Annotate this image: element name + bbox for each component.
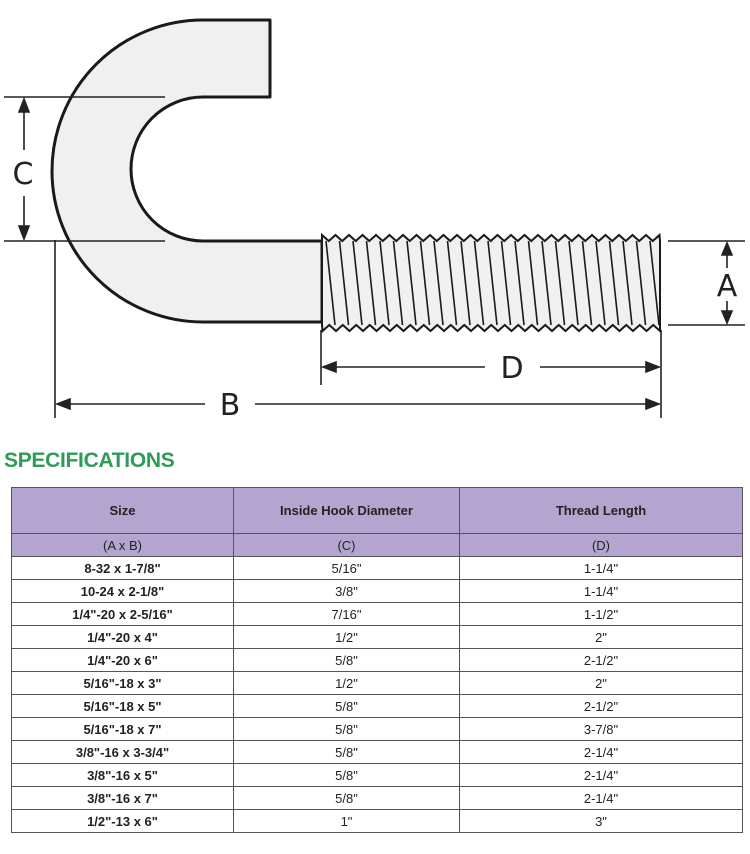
table-row bbox=[12, 649, 743, 672]
table-row bbox=[12, 672, 743, 695]
inside-hook-diameter-cell: 5/8" bbox=[234, 764, 460, 787]
specifications-heading: SPECIFICATIONS bbox=[4, 449, 175, 472]
table-row bbox=[12, 603, 743, 626]
column-header-thread-length: Thread Length bbox=[460, 488, 743, 534]
table-row bbox=[12, 718, 743, 741]
size-cell: 3/8"-16 x 7" bbox=[12, 787, 234, 810]
size-cell: 5/16"-18 x 3" bbox=[12, 672, 234, 695]
subheader-thread-length: (D) bbox=[460, 534, 743, 557]
inside-hook-diameter-cell: 3/8" bbox=[234, 580, 460, 603]
inside-hook-diameter-cell: 5/8" bbox=[234, 741, 460, 764]
j-bolt-hook bbox=[52, 20, 322, 322]
table-row bbox=[12, 695, 743, 718]
thread-length-cell: 1-1/4" bbox=[460, 580, 743, 603]
table-row bbox=[12, 557, 743, 580]
table-row bbox=[12, 810, 743, 833]
inside-hook-diameter-cell: 5/8" bbox=[234, 787, 460, 810]
table-row bbox=[12, 741, 743, 764]
thread-length-cell: 2-1/4" bbox=[460, 764, 743, 787]
inside-hook-diameter-cell: 1" bbox=[234, 810, 460, 833]
subheader-size: (A x B) bbox=[12, 534, 234, 557]
j-bolt-thread bbox=[322, 235, 660, 331]
table-subheader-row bbox=[12, 534, 743, 557]
inside-hook-diameter-cell: 7/16" bbox=[234, 603, 460, 626]
inside-hook-diameter-cell: 5/16" bbox=[234, 557, 460, 580]
inside-hook-diameter-cell: 5/8" bbox=[234, 695, 460, 718]
dimension-d-label: D bbox=[500, 351, 524, 386]
size-cell: 3/8"-16 x 5" bbox=[12, 764, 234, 787]
table-row bbox=[12, 764, 743, 787]
thread-length-cell: 2-1/2" bbox=[460, 695, 743, 718]
dimension-b-label: B bbox=[219, 388, 241, 423]
column-header-size: Size bbox=[12, 488, 234, 534]
size-cell: 3/8"-16 x 3-3/4" bbox=[12, 741, 234, 764]
column-header-inside-hook-diameter: Inside Hook Diameter bbox=[234, 488, 460, 534]
table-row bbox=[12, 787, 743, 810]
inside-hook-diameter-cell: 1/2" bbox=[234, 626, 460, 649]
thread-length-cell: 3-7/8" bbox=[460, 718, 743, 741]
thread-length-cell: 2-1/4" bbox=[460, 787, 743, 810]
inside-hook-diameter-cell: 5/8" bbox=[234, 649, 460, 672]
thread-length-cell: 2-1/4" bbox=[460, 741, 743, 764]
table-row bbox=[12, 626, 743, 649]
size-cell: 10-24 x 2-1/8" bbox=[12, 580, 234, 603]
size-cell: 5/16"-18 x 5" bbox=[12, 695, 234, 718]
thread-length-cell: 2" bbox=[460, 672, 743, 695]
table-header-row bbox=[12, 488, 743, 534]
size-cell: 1/4"-20 x 6" bbox=[12, 649, 234, 672]
size-cell: 5/16"-18 x 7" bbox=[12, 718, 234, 741]
dimension-a-label: A bbox=[716, 269, 738, 304]
specifications-table bbox=[11, 487, 743, 833]
size-cell: 8-32 x 1-7/8" bbox=[12, 557, 234, 580]
thread-length-cell: 1-1/2" bbox=[460, 603, 743, 626]
thread-length-cell: 2-1/2" bbox=[460, 649, 743, 672]
subheader-inside-hook-diameter: (C) bbox=[234, 534, 460, 557]
thread-length-cell: 2" bbox=[460, 626, 743, 649]
size-cell: 1/4"-20 x 2-5/16" bbox=[12, 603, 234, 626]
dimension-c-label: C bbox=[12, 157, 34, 192]
size-cell: 1/2"-13 x 6" bbox=[12, 810, 234, 833]
inside-hook-diameter-cell: 5/8" bbox=[234, 718, 460, 741]
table-row bbox=[12, 580, 743, 603]
inside-hook-diameter-cell: 1/2" bbox=[234, 672, 460, 695]
size-cell: 1/4"-20 x 4" bbox=[12, 626, 234, 649]
thread-length-cell: 3" bbox=[460, 810, 743, 833]
thread-length-cell: 1-1/4" bbox=[460, 557, 743, 580]
